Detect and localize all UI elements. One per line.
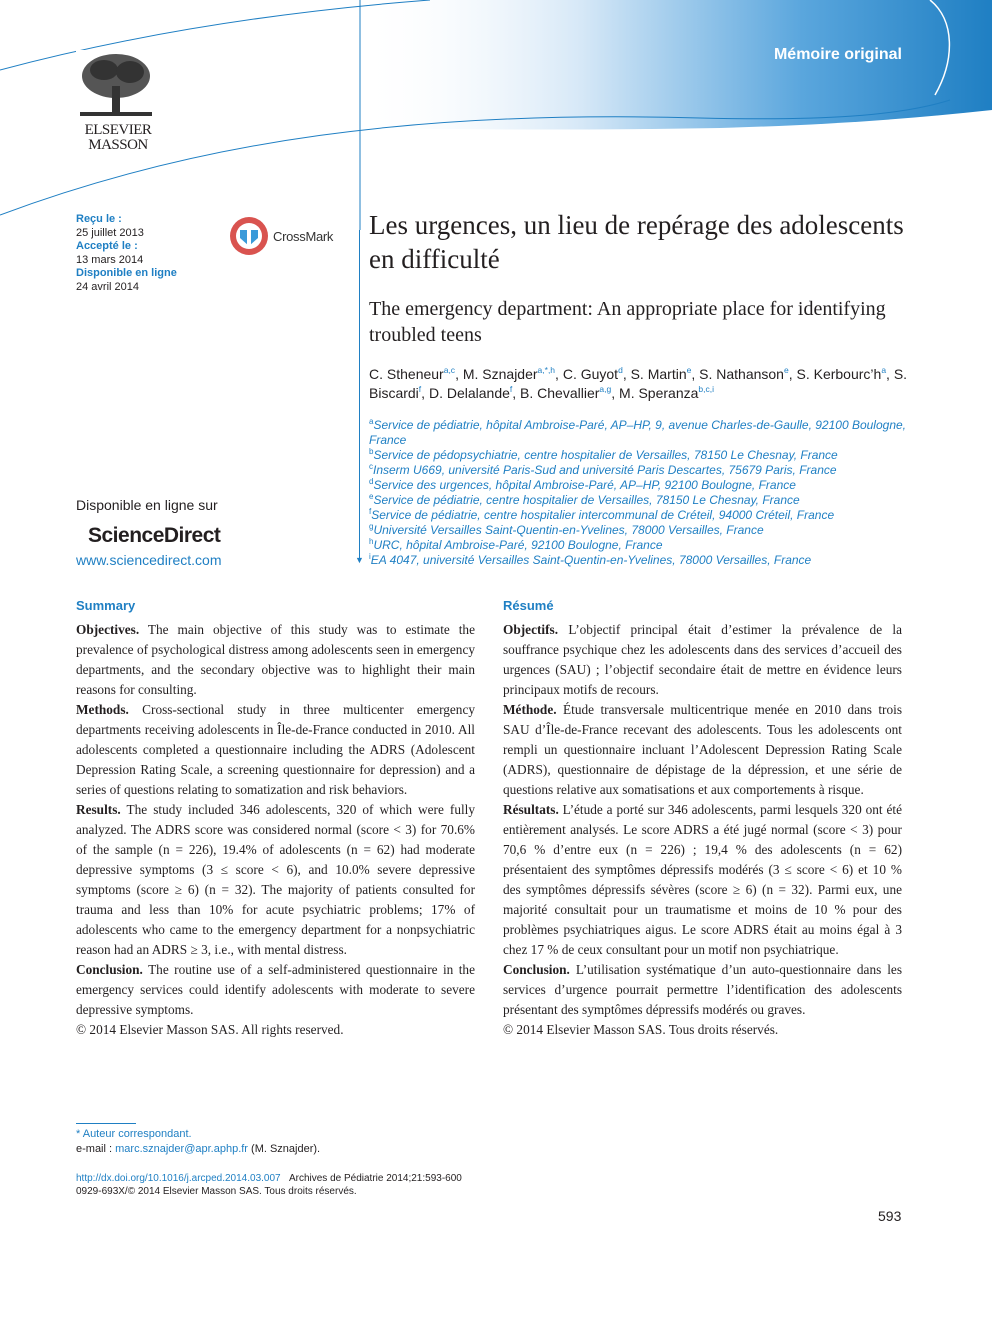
affiliation-key: e bbox=[369, 492, 374, 501]
author-name: M. Speranza bbox=[619, 385, 699, 401]
author-affiliation-marker: a,g bbox=[599, 384, 612, 394]
author-affiliation-marker: d bbox=[618, 365, 623, 375]
publication-info bbox=[76, 1172, 462, 1198]
email-link[interactable]: marc.sznajder@apr.aphp.fr bbox=[115, 1143, 248, 1155]
summary-column bbox=[76, 598, 475, 1040]
summary-conclusion: Conclusion. The routine use of a self-administered questionnaire in the emergency services could identify adolescents with moderate to severe depressive symptoms. bbox=[76, 962, 475, 1017]
available-online-label: Disponible en ligne sur bbox=[76, 497, 218, 513]
affiliation-key: i bbox=[369, 552, 371, 561]
crossmark-badge[interactable] bbox=[229, 216, 339, 256]
resume-methode: Méthode. Étude transversale multicentrique menée en 2010 dans trois SAU d’Île-de-France recevant des adolescents. Tous les adolescents ont rempli un questionnaire incluant l’Adolescent Depression Rating Scale (ADRS), questionnaire de dépistage de la dépression, et une série de questions relative aux somatisations et aux comportements à risque. bbox=[503, 702, 902, 797]
resume-column bbox=[503, 598, 902, 1040]
resume-resultats: Résultats. L’étude a porté sur 346 adolescents, parmi lesquels 320 ont été entièrement analysés. Le score ADRS a été jugé normal (score < 3) pour 70,6 % d’entre eux (n = 226) ; 19,4 % des adolescents (n = 62) présentaient des symptômes dépressifs modérés (3 ≤ score < 6) et 10 % des symptômes dépressifs sévères (score ≥ 6) (n = 32). Parmi eux, une majorité consultait pour un traumatisme et moins de 10 % pour des problèmes psychiatriques aigus. Le score ADRS était au moins égal à 3 chez 17 % de ceux consultant pour un motif non psychiatrique. bbox=[503, 802, 902, 957]
author-affiliation-marker: f bbox=[418, 384, 422, 394]
author-name: C. Stheneur bbox=[369, 366, 444, 382]
summary-methods: Methods. Cross-sectional study in three multicenter emergency departments receiving adolescents in Île-de-France conducted in 2010. All adolescents completed a questionnaire including the ADRS (Adolescent Depression Rating Scale, a screening questionnaire for depression) and a series of questions relating to somatization and risk behaviors. bbox=[76, 702, 476, 797]
corresponding-author-note bbox=[76, 1127, 320, 1157]
affiliation-item bbox=[369, 463, 929, 478]
affiliation-key: h bbox=[369, 537, 374, 546]
publisher-logo bbox=[70, 50, 162, 154]
author-affiliation-marker: a,c bbox=[443, 365, 456, 375]
received-date: 25 juillet 2013 bbox=[76, 226, 144, 239]
arrow-down-icon: ▼ bbox=[355, 555, 364, 565]
author-affiliation-marker: f bbox=[509, 384, 513, 394]
affiliation-text: Service de pédiatrie, centre hospitalier de Versailles, 78150 Le Chesnay, France bbox=[373, 493, 800, 507]
affiliation-key: a bbox=[369, 417, 374, 426]
affiliation-key: g bbox=[369, 522, 374, 531]
affiliation-text: Université Versailles Saint-Quentin-en-Yvelines, 78000 Versailles, France bbox=[373, 523, 764, 537]
received-label: Reçu le : bbox=[76, 213, 122, 225]
page-number: 593 bbox=[878, 1208, 902, 1224]
summary-heading: Summary bbox=[76, 598, 136, 613]
affiliation-item bbox=[369, 493, 929, 508]
article-dates bbox=[76, 213, 177, 294]
author-affiliation-marker: a,*,h bbox=[537, 365, 556, 375]
affiliation-text: Service de pédopsychiatrie, centre hospitalier de Versailles, 78150 Le Chesnay, France bbox=[373, 448, 838, 462]
article-title: Les urgences, un lieu de repérage des adolescents en difficulté bbox=[369, 210, 904, 274]
issn-line: 0929-693X/© 2014 Elsevier Masson SAS. Tous droits réservés. bbox=[76, 1186, 357, 1197]
sciencedirect-logo: ScienceDirect bbox=[88, 524, 221, 547]
author-affiliation-marker: a bbox=[881, 365, 887, 375]
affiliation-text: Service de pédiatrie, centre hospitalier intercommunal de Créteil, 94000 Créteil, France bbox=[371, 508, 835, 522]
author-name: M. Sznajder bbox=[462, 366, 538, 382]
author-affiliation-marker: b,c,i bbox=[698, 384, 714, 394]
author-list: C. Stheneur$^{a,c}$, M. Sznajder$^{a,*,h}$, C. Guyot$^d$, S. Martin$^e$, S. Nathanson$^e$, S. $Kerbourc’h^a$, S. Biscardi$^f$, D. Delalande$^f$, B. Chevallier$^{a,g}$, M. Speranza$^{b,c,i}$ bbox=[369, 365, 908, 401]
affiliation-key: f bbox=[369, 507, 372, 516]
affiliation-item bbox=[369, 538, 929, 553]
corresponding-label: * Auteur correspondant. bbox=[76, 1128, 192, 1140]
email-line: e-mail : marc.sznajder@apr.aphp.fr (M. Sznajder). bbox=[76, 1143, 321, 1155]
affiliation-item bbox=[369, 478, 929, 493]
author-name: C. Guyot bbox=[562, 366, 619, 382]
resume-conclusion: Conclusion. L’utilisation systématique d’un auto-questionnaire dans les services d’urgence pourrait permettre l’identification des adolescents présentant des symptômes dépressifs modérés ou graves. bbox=[503, 962, 902, 1017]
resume-copyright: © 2014 Elsevier Masson SAS. Tous droits réservés. bbox=[503, 1022, 779, 1037]
affiliation-item bbox=[369, 418, 929, 448]
accepted-label: Accepté le : bbox=[76, 240, 138, 252]
crossmark-label: CrossMark bbox=[273, 229, 334, 244]
affiliation-item bbox=[369, 553, 929, 568]
affiliation-key: b bbox=[369, 447, 374, 456]
author-name: D. Delalande bbox=[428, 385, 510, 401]
author-name: S. Martin bbox=[630, 366, 687, 382]
author-name: S. Kerbourc’h bbox=[796, 366, 882, 382]
online-date: 24 avril 2014 bbox=[76, 280, 139, 293]
vertical-rule bbox=[359, 230, 360, 560]
author-affiliation-marker: e bbox=[783, 365, 789, 375]
elsevier-tree-icon bbox=[76, 50, 156, 120]
affiliation-text: EA 4047, université Versailles Saint-Quentin-en-Yvelines, 78000 Versailles, France bbox=[370, 553, 812, 567]
accepted-date: 13 mars 2014 bbox=[76, 253, 144, 266]
publisher-name: ELSEVIER bbox=[84, 122, 152, 138]
footnote-rule bbox=[76, 1123, 136, 1124]
affiliation-text: Service des urgences, hôpital Ambroise-Paré, AP–HP, 92100 Boulogne, France bbox=[373, 478, 796, 492]
summary-objectives: Objectives. The main objective of this study was to estimate the prevalence of psychological distress among adolescents seen in emergency departments, and the secondary objective was to highlight their main reasons for consulting. bbox=[76, 622, 475, 697]
sciencedirect-link[interactable]: www.sciencedirect.com bbox=[76, 552, 222, 568]
affiliation-text: Inserm U669, université Paris-Sud and université Paris Descartes, 75679 Paris, France bbox=[373, 463, 837, 477]
resume-heading: Résumé bbox=[503, 598, 554, 613]
author-name: S. Biscardi bbox=[369, 366, 908, 401]
affiliation-text: URC, hôpital Ambroise-Paré, 92100 Boulogne, France bbox=[373, 538, 663, 552]
affiliation-item bbox=[369, 448, 929, 463]
affiliation-key: d bbox=[369, 477, 374, 486]
author-name: S. Nathanson bbox=[699, 366, 784, 382]
affiliation-text: Service de pédiatrie, hôpital Ambroise-Paré, AP–HP, 9, avenue Charles-de-Gaulle, 92100 Boulogne, France bbox=[369, 418, 906, 447]
author-affiliation-marker: e bbox=[686, 365, 692, 375]
doi-link[interactable]: http://dx.doi.org/10.1016/j.arcped.2014.03.007 bbox=[76, 1173, 281, 1184]
affiliation-list bbox=[369, 418, 929, 568]
article-subtitle: The emergency department: An appropriate place for identifying troubled teens bbox=[369, 298, 886, 346]
affiliation-item bbox=[369, 523, 929, 538]
publisher-name-2: MASSON bbox=[88, 137, 148, 153]
resume-objectifs: Objectifs. L’objectif principal était d’estimer la prévalence de la souffrance psychique chez les adolescents dans des services d’accueil des urgences (SAU) ; l’objectif secondaire était de mettre en évidence leurs principaux motifs de recours. bbox=[503, 622, 902, 697]
journal-citation: Archives de Pédiatrie 2014;21:593-600 bbox=[288, 1173, 462, 1184]
affiliation-key: c bbox=[369, 462, 373, 471]
affiliation-item bbox=[369, 508, 929, 523]
crossmark-icon bbox=[229, 216, 269, 256]
summary-results: Results. The study included 346 adolescents, 320 of which were fully analyzed. The ADRS score was considered normal (score < 3) for 70.6% of the sample (n = 226), 19.4% of adolescents (n = 62) had moderate depressive symptoms (3 ≤ score < 6), and 10.0% severe depressive symptoms (score ≥ 6) (n = 32). The majority of patients consulted for trauma and less than 10% for acute psychiatric problems; 17% of adolescents who came to the emergency department for a nonpsychiatric reason had an ADRS ≥ 3, i.e., with mental distress. bbox=[76, 802, 476, 957]
section-label: Mémoire original bbox=[773, 46, 902, 63]
online-label: Disponible en ligne bbox=[76, 267, 177, 279]
author-name: B. Chevallier bbox=[520, 385, 600, 401]
summary-copyright: © 2014 Elsevier Masson SAS. All rights reserved. bbox=[76, 1022, 344, 1037]
